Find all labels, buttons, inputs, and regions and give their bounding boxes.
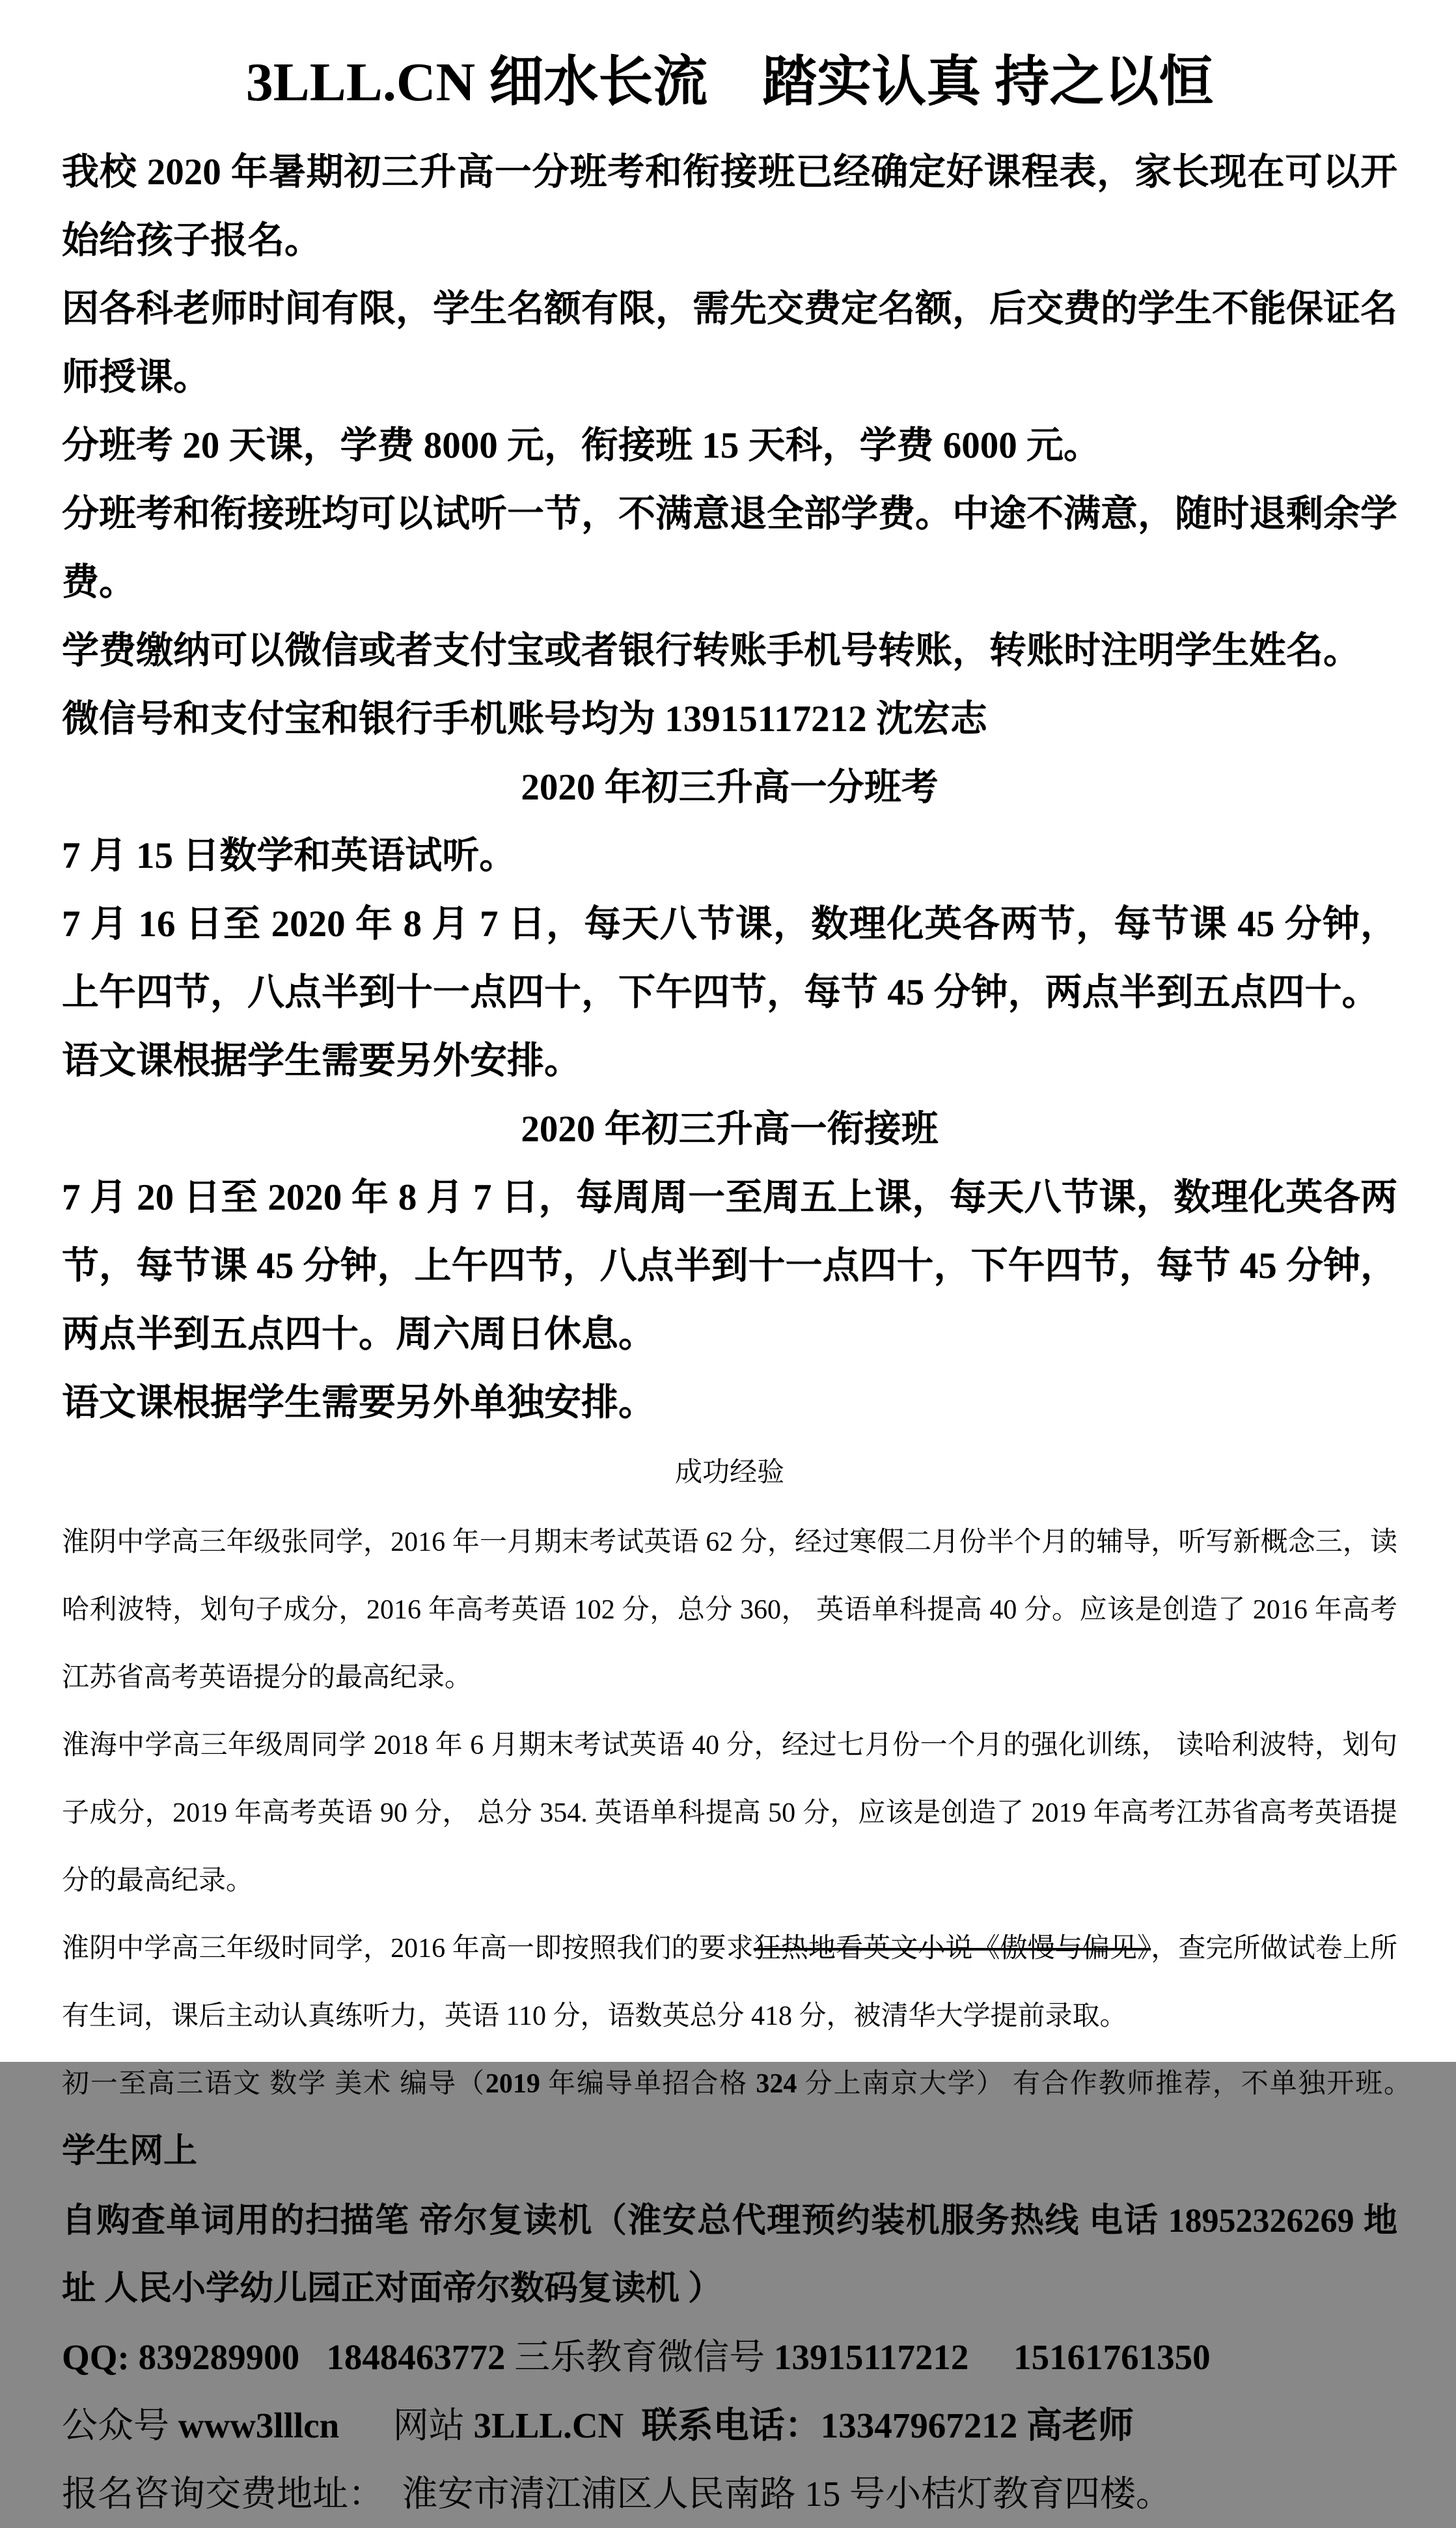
registration-address-line [62,2460,1397,2528]
website-label: 网站 [339,2406,474,2445]
section-heading-fenbankao: 2020 年初三升高一分班考 [521,767,939,808]
success-case-1: 淮阴中学高三年级张同学，2016 年一月期末考试英语 62 分，经过寒假二月份半个月的辅导，听写新概念三，读哈利波特，划句子成分，2016 年高考英语 102 分，总分 360， 英语单科提高 40 分。应该是创造了 2016 年高考江苏省高考英语提分的最高纪录。 [62,1527,1397,1693]
courses-offer-line [62,2050,1397,2188]
fenbankao-line-3: 语文课根据学生需要另外安排。 [62,1040,581,1081]
page-title: 3LLL.CN 细水长流 踏实认真 持之以恒 [245,52,1214,113]
intro-paragraph-6: 微信号和支付宝和银行手机账号均为 13915117212 沈宏志 [62,699,987,740]
contact-phone-value: 联系电话：13347967212 高老师 [641,2406,1134,2445]
success-section-heading: 成功经验 [674,1458,784,1488]
case3-text-before: 淮阴中学高三年级时同学，2016 年高一即按照我们的要求 [62,1934,754,1964]
courses-text-1: 初一至高三语文 数学 美术 编导（ [62,2069,486,2099]
phone-gap [624,2406,642,2445]
case3-text-after: ，查完所做试卷上所有生词，课后主动认真练听力，英语 110 分，语数英总分 418 分，被清华大学提前录取。 [62,1934,1397,2031]
xianjieban-line-2: 语文课根据学生需要另外单独安排。 [62,1382,655,1423]
wechat-phone-numbers: 13915117212 15161761350 [773,2337,1211,2377]
courses-text-2: 年编导单招合格 [540,2069,756,2099]
wechat-label: 三乐教育微信号 [505,2337,774,2377]
success-case-3 [62,1915,1397,2050]
students-online-lead: 学生网上 [62,2133,198,2170]
xianjieban-line-1: 7 月 20 日至 2020 年 8 月 7 日，每周周一至周五上课，每天八节课，数理化英各两节，每节课 45 分钟，上午四节，八点半到十一点四十，下午四节，每节 45 分钟，两点半到五点四十。周六周日休息。 [62,1177,1397,1355]
courses-gap [1397,2069,1425,2099]
courses-text-3: 分上南京大学） 有合作教师推荐，不单独开班。 [797,2069,1397,2099]
address-label: 报名咨询交费地址： [62,2474,385,2514]
courses-score-bold: 324 [756,2069,797,2099]
intro-paragraph-5: 学费缴纳可以微信或者支付宝或者银行转账手机号转账，转账时注明学生姓名。 [62,630,1360,671]
address-value: 淮安市清江浦区人民南路 15 号小桔灯教育四楼。 [402,2474,1172,2514]
intro-paragraph-2: 因各科老师时间有限，学生名额有限，需先交费定名额，后交费的学生不能保证名师授课。 [62,288,1397,398]
fenbankao-line-2: 7 月 16 日至 2020 年 8 月 7 日，每天八节课，数理化英各两节，每节课 45 分钟，上午四节，八点半到十一点四十，下午四节，每节 45 分钟，两点半到五点四十。 [62,904,1397,1013]
address-gap [384,2474,402,2514]
intro-paragraph-3: 分班考 20 天课，学费 8000 元，衔接班 15 天科，学费 6000 元。 [62,425,1101,466]
fenbankao-line-1: 7 月 15 日数学和英语试听。 [62,835,517,876]
qq-numbers: QQ: 839289900 1848463772 [62,2337,506,2377]
intro-paragraph-4: 分班考和衔接班均可以试听一节，不满意退全部学费。中途不满意，随时退剩余学费。 [62,493,1397,603]
official-account-label: 公众号 [62,2406,178,2445]
official-account-value: www3lllcn [178,2406,340,2445]
courses-year-bold: 2019 [485,2069,540,2099]
scanner-reader-line: 自购查单词用的扫描笔 帝尔复读机（淮安总代理预约装机服务热线 电话 18952326269 地址 人民小学幼儿园正对面帝尔数码复读机 ） [62,2202,1397,2307]
official-account-line [62,2391,1397,2460]
website-value: 3LLL.CN [473,2406,624,2445]
section-heading-xianjieban: 2020 年初三升高一衔接班 [521,1109,939,1150]
success-case-2: 淮海中学高三年级周同学 2018 年 6 月期末考试英语 40 分，经过七月份一个月的强化训练， 读哈利波特，划句子成分，2019 年高考英语 90 分， 总分 354. 英语单科提高 50 分，应该是创造了 2019 年高考江苏省高考英语提分的最高纪录。 [62,1730,1397,1896]
case3-strikethrough-text: 狂热地看英文小说《傲慢与偏见》 [753,1934,1151,1964]
intro-paragraph-1: 我校 2020 年暑期初三升高一分班考和衔接班已经确定好课程表，家长现在可以开始给孩子报名。 [62,152,1397,261]
qq-contact-line [62,2323,1397,2391]
